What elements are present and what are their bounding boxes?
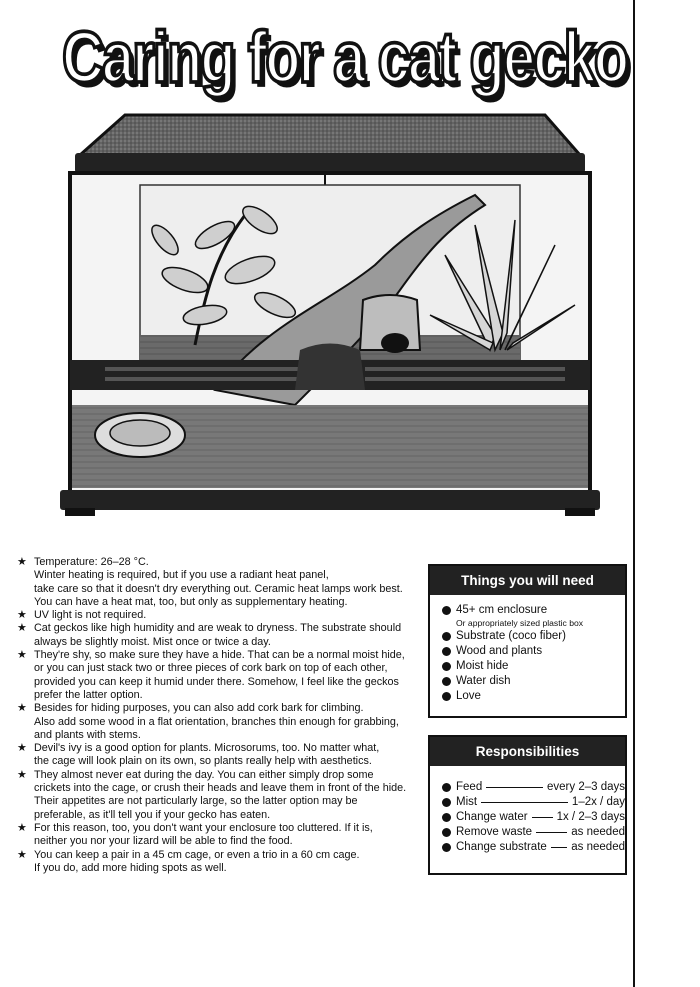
note-item: ★ Besides for hiding purposes, you can also add cork bark for climbing. Also add some wood in a flat orientation, branches thin enough for grabbing, and plants with stems. [17, 702, 399, 741]
note-item: ★ Devil's ivy is a good option for plants. Microsorums, too. No matter what, the cage will look plain on its own, so plants really help with aesthetics. [17, 742, 380, 768]
leader-line [481, 802, 568, 803]
bullet-icon [442, 843, 451, 852]
star-bullet: ★ [17, 609, 27, 622]
bullet-icon [442, 828, 451, 837]
star-bullet: ★ [17, 622, 27, 635]
star-bullet: ★ [17, 768, 27, 781]
list-item: Substrate (coco fiber) [442, 629, 625, 644]
list-item: Remove waste as needed [442, 825, 625, 840]
note-item: ★ They almost never eat during the day. You can either simply drop some crickets into the cage, or crush their heads and leave them in front of the hide. Their appetites are not particularly large, so the latter option may be preferable, as it'll tell you if your gecko has eaten. [17, 768, 407, 821]
bullet-icon [442, 798, 451, 807]
leader-line [536, 832, 567, 833]
star-bullet: ★ [17, 702, 27, 715]
note-item: ★ Temperature: 26–28 °C. Winter heating is required, but if you use a radiant heat panel, take care so that it doesn't dry everything out. Ceramic heat lamps work best. You can have a heat mat, too, but only as supplementary heating. [17, 556, 403, 608]
list-item: Wood and plants [442, 644, 625, 659]
page-title: Caring for a cat gecko [62, 16, 628, 98]
note-item: ★ They're shy, so make sure they have a hide. That can be a normal moist hide, or you can just stack two or three pieces of cork bark on top of each other, provided you can keep it humid under there. Somehow, I feel like the geckos prefer the latter option. [17, 649, 405, 701]
bullet-icon [442, 692, 451, 701]
list-item: Love [442, 689, 625, 704]
bullet-icon [442, 647, 451, 656]
star-bullet: ★ [17, 649, 27, 662]
list-item: 45+ cm enclosure Or appropriately sized plastic box [442, 603, 625, 629]
star-bullet: ★ [17, 556, 27, 568]
bullet-icon [442, 813, 451, 822]
list-item: Feed every 2–3 days [442, 780, 625, 795]
leader-line [551, 847, 567, 848]
responsibilities-box [428, 735, 627, 875]
star-bullet: ★ [17, 848, 27, 861]
list-item: Change water 1x / 2–3 days [442, 810, 625, 825]
bullet-icon [442, 606, 451, 615]
note-item: ★ Cat geckos like high humidity and are weak to dryness. The substrate should always be slightly moist. Mist once or twice a day. [17, 622, 402, 648]
list-item: Moist hide [442, 659, 625, 674]
star-bullet: ★ [17, 742, 27, 755]
bullet-icon [442, 677, 451, 686]
note-item: ★ You can keep a pair in a 45 cm cage, or even a trio in a 60 cm cage. If you do, add more hiding spots as well. [17, 848, 360, 874]
bullet-icon [442, 632, 451, 641]
star-bullet: ★ [17, 821, 27, 834]
things-you-need-box [428, 564, 627, 718]
page-edge-rule [633, 0, 635, 987]
list-item: Mist 1–2x / day [442, 795, 625, 810]
care-notes [17, 556, 417, 875]
things-you-need-heading: Things you will need [430, 566, 625, 595]
bullet-icon [442, 662, 451, 671]
terrarium-illustration [45, 105, 600, 525]
leader-line [532, 817, 553, 818]
note-item: ★ For this reason, too, you don't want your enclosure too cluttered. If it is, neither you nor your lizard will be able to find the food. [17, 821, 373, 848]
bullet-icon [442, 783, 451, 792]
responsibilities-heading: Responsibilities [430, 737, 625, 766]
leader-line [486, 787, 543, 788]
list-item: Change substrate as needed [442, 840, 625, 855]
list-item: Water dish [442, 674, 625, 689]
note-item: ★ UV light is not required. [17, 609, 147, 622]
